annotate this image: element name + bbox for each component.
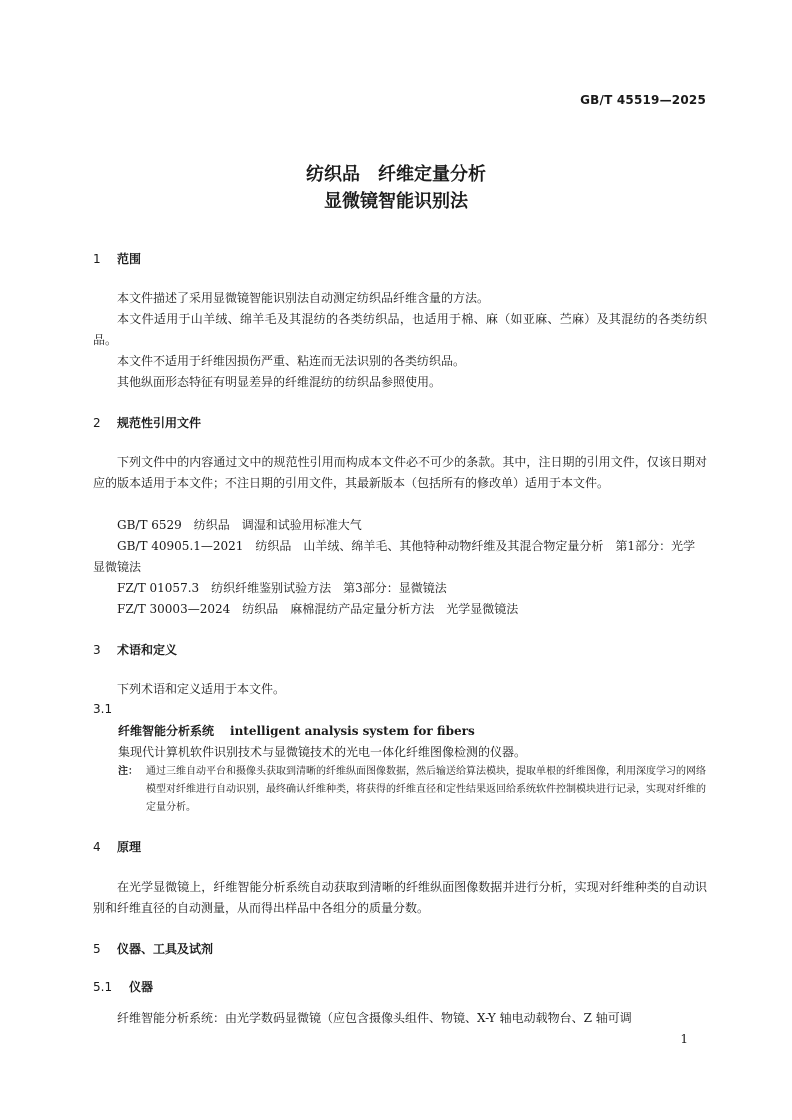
document-title-line2: 显微镜智能识别法 — [324, 191, 468, 212]
paragraph: 下列术语和定义适用于本文件。 — [117, 682, 286, 696]
section-title: 范围 — [117, 252, 142, 266]
paragraph: 其他纵面形态特征有明显差异的纤维混纺的纺织品参照使用。 — [117, 375, 442, 389]
section-number: 1 — [93, 252, 101, 266]
term-name-en: intelligent analysis system for fibers — [230, 724, 475, 738]
paragraph: 在光学显微镜上，纤维智能分析系统自动获取到清晰的纤维纵面图像数据并进行分析，实现对纤维种类的自动识别和纤维直径的自动测量，从而得出样品中各组分的质量分数。 — [93, 880, 707, 915]
paragraph: 纤维智能分析系统：由光学数码显微镜（应包含摄像头组件、物镜、X-Y 轴电动载物台、Z 轴可调 — [117, 1011, 632, 1025]
term-name — [118, 722, 475, 739]
reference-item: GB/T 40905.1—2021 纺织品 山羊绒、绵羊毛、其他特种动物纤维及其混合物定量分析 第1部分：光学显微镜法 — [93, 539, 696, 574]
section-heading-scope — [93, 250, 141, 267]
page-number: 1 — [680, 1032, 688, 1046]
standard-code: GB/T 45519—2025 — [580, 93, 706, 107]
reference-item: FZ/T 30003—2024 纺织品 麻棉混纺产品定量分析方法 光学显微镜法 — [117, 602, 519, 616]
term-definition: 集现代计算机软件识别技术与显微镜技术的光电一体化纤维图像检测的仪器。 — [118, 745, 527, 759]
paragraph: 本文件不适用于纤维因损伤严重、粘连而无法识别的各类纺织品。 — [117, 354, 466, 368]
section-heading-principle — [93, 838, 141, 855]
paragraph: 下列文件中的内容通过文中的规范性引用而构成本文件必不可少的条款。其中，注日期的引用文件，仅该日期对应的版本适用于本文件；不注日期的引用文件，其最新版本（包括所有的修改单）适用于本文件。 — [93, 455, 707, 490]
note-label: 注： — [118, 766, 138, 777]
section-number: 2 — [93, 416, 101, 430]
section-title: 规范性引用文件 — [117, 416, 202, 430]
section-number: 5 — [93, 942, 101, 956]
section-title: 术语和定义 — [117, 643, 178, 657]
note-text: 通过三维自动平台和摄像头获取到清晰的纤维纵面图像数据，然后输送给算法模块，提取单根的纤维图像，利用深度学习的网络模型对纤维进行自动识别，最终确认纤维种类，将获得的纤维直径和定性结果返回给系统软件控制模块进行记录，实现对纤维的定量分析。 — [146, 766, 706, 813]
paragraph: 本文件描述了采用显微镜智能识别法自动测定纺织品纤维含量的方法。 — [117, 291, 490, 305]
section-number: 3 — [93, 643, 101, 657]
section-title: 原理 — [117, 840, 142, 854]
subsection-heading-instruments — [93, 978, 153, 995]
section-title: 仪器、工具及试剂 — [117, 942, 214, 956]
term-note — [118, 763, 712, 817]
section-heading-terms — [93, 641, 177, 658]
section-heading-apparatus — [93, 940, 213, 957]
reference-item: GB/T 6529 纺织品 调湿和试验用标准大气 — [117, 518, 362, 532]
term-name-zh: 纤维智能分析系统 — [118, 724, 215, 738]
section-heading-normative-references — [93, 414, 201, 431]
section-number: 4 — [93, 840, 101, 854]
document-title-line1: 纺织品 纤维定量分析 — [306, 164, 486, 185]
subsection-title: 仪器 — [129, 980, 154, 994]
subsection-number: 5.1 — [93, 980, 113, 994]
paragraph: 本文件适用于山羊绒、绵羊毛及其混纺的各类纺织品，也适用于棉、麻（如亚麻、苎麻）及其混纺的各类纺织品。 — [93, 312, 707, 347]
term-number: 3.1 — [93, 702, 113, 716]
reference-item: FZ/T 01057.3 纺织纤维鉴别试验方法 第3部分：显微镜法 — [117, 581, 447, 595]
